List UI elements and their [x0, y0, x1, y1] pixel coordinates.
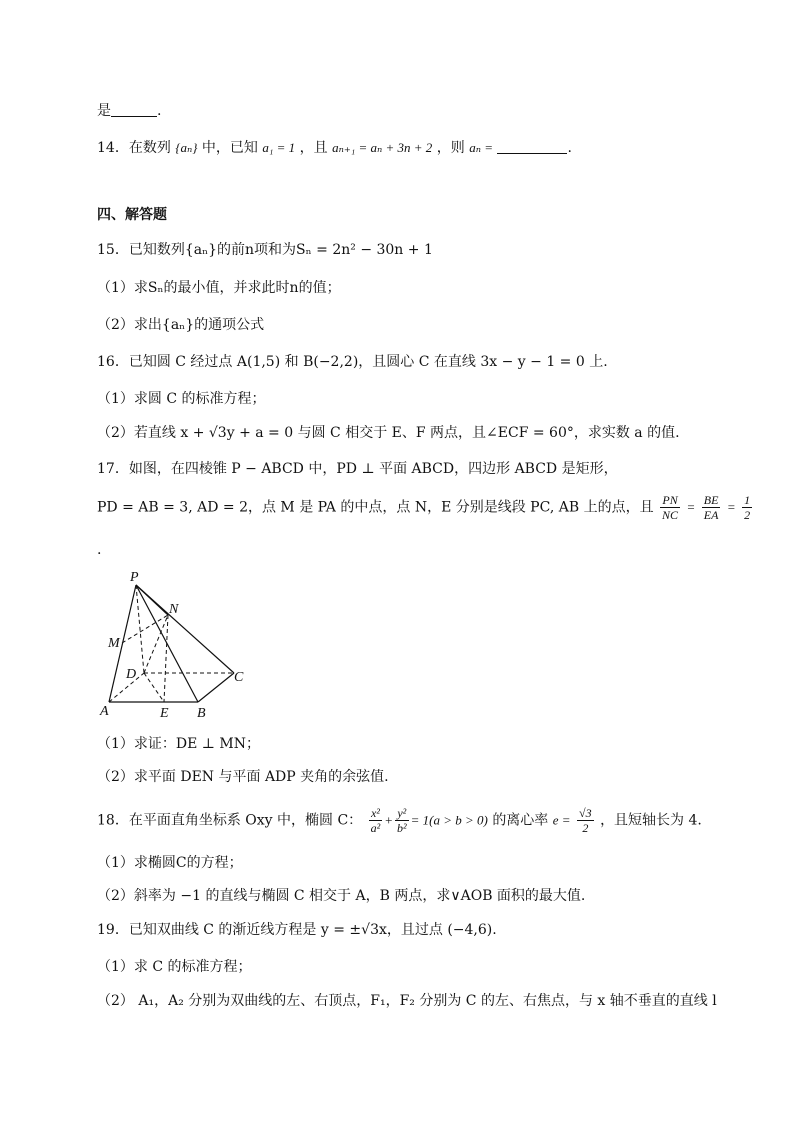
- denominator: NC: [662, 508, 679, 522]
- question-15: 15．已知数列{aₙ}的前n项和为Sₙ = 2n² − 30n + 1: [97, 242, 433, 258]
- text: 中，已知: [201, 140, 258, 156]
- question-17-conditions: [97, 493, 754, 522]
- text: 的离心率: [492, 812, 549, 829]
- eccentricity: e =: [552, 812, 571, 828]
- numerator: y²: [395, 806, 409, 821]
- label-c: C: [234, 670, 244, 685]
- label-p: P: [130, 570, 139, 585]
- question-17: 17．如图，在四棱锥 P − ABCD 中，PD ⊥ 平面 ABCD，四边形 ABCD 是矩形，: [97, 461, 618, 477]
- answer-blank[interactable]: [497, 139, 567, 154]
- numerator: 1: [744, 493, 751, 507]
- denominator: a²: [370, 821, 381, 835]
- line-top: [97, 101, 161, 121]
- question-17-part-1: （1）求证：DE ⊥ MN；: [97, 736, 261, 752]
- section-heading: 四、解答题: [97, 207, 167, 223]
- question-19-part-1: （1）求 C 的标准方程；: [97, 959, 252, 975]
- numerator: BE: [703, 493, 719, 507]
- question-17-part-2: （2）求平面 DEN 与平面 ADP 夹角的余弦值.: [97, 769, 389, 785]
- segment-ne: [164, 615, 168, 702]
- question-16: 16．已知圆 C 经过点 A(1,5) 和 B(−2,2)，且圆心 C 在直线 3x − y − 1 = 0 上.: [97, 354, 608, 370]
- math-seq: {aₙ}: [175, 140, 198, 155]
- segment-de: [144, 673, 164, 702]
- numerator: PN: [660, 493, 680, 508]
- question-19: 19．已知双曲线 C 的渐近线方程是 y = ±√3x，且过点 (−4,6).: [97, 922, 497, 938]
- label-m: M: [108, 636, 120, 651]
- math-an: aₙ =: [469, 140, 494, 155]
- fraction-x2-a2: [369, 806, 383, 835]
- ellipse-rhs: = 1(a > b > 0): [410, 812, 488, 828]
- question-16-part-2: （2）若直线 x + √3y + a = 0 与圆 C 相交于 E、F 两点，且∠ECF = 60°，求实数 a 的值.: [97, 425, 680, 441]
- question-17-period: .: [97, 542, 102, 558]
- text: .: [157, 103, 162, 119]
- question-16-part-1: （1）求圆 C 的标准方程；: [97, 391, 266, 407]
- fraction-pn-nc: [660, 493, 680, 522]
- text: ，且短轴长为 4.: [600, 812, 702, 829]
- label-e: E: [160, 706, 169, 721]
- text: ，且: [299, 140, 328, 156]
- text: .: [567, 140, 572, 156]
- question-18-part-2: （2）斜率为 −1 的直线与椭圆 C 相交于 A，B 两点，求∨AOB 面积的最大值.: [97, 888, 586, 904]
- label-n: N: [169, 602, 179, 617]
- edge-pc: [136, 585, 234, 673]
- text: 是: [97, 103, 111, 119]
- equals: =: [726, 499, 736, 515]
- label-d: D: [126, 667, 137, 682]
- label-b: B: [197, 706, 206, 721]
- math-a1: a₁ = 1: [262, 140, 296, 155]
- fraction-one-half: [742, 493, 752, 522]
- fraction-be-ea: [702, 493, 721, 522]
- label-a: A: [100, 704, 109, 719]
- denominator: b²: [397, 821, 407, 835]
- denominator: EA: [703, 508, 719, 522]
- fraction-y2-b2: [395, 806, 409, 835]
- question-14: [97, 138, 572, 158]
- math-recurrence: aₙ₊₁ = aₙ + 3n + 2: [332, 140, 433, 155]
- question-15-part-1: （1）求Sₙ的最小值，并求此时n的值；: [97, 280, 341, 296]
- text: 14．在数列: [97, 140, 171, 156]
- denominator: 2: [582, 821, 589, 835]
- text: PD = AB = 3, AD = 2，点 M 是 PA 的中点，点 N，E 分别是线段 PC, AB 上的点，且: [97, 499, 654, 516]
- text: ，则: [436, 140, 465, 156]
- fraction-sqrt3-2: [577, 806, 594, 835]
- equals: =: [686, 499, 696, 515]
- denominator: 2: [744, 508, 751, 522]
- pyramid-figure: [96, 570, 266, 725]
- edge-bc: [198, 673, 234, 702]
- plus: +: [384, 812, 394, 828]
- numerator: x²: [369, 806, 383, 821]
- question-18: [97, 806, 702, 835]
- segment-mn: [122, 615, 168, 643]
- question-15-part-2: （2）求出{aₙ}的通项公式: [97, 317, 265, 333]
- text: 18．在平面直角坐标系 Oxy 中，椭圆 C：: [97, 812, 363, 829]
- answer-blank[interactable]: [111, 102, 157, 117]
- question-19-part-2: （2） A₁，A₂ 分别为双曲线的左、右顶点，F₁，F₂ 分别为 C 的左、右焦点，与 x 轴不垂直的直线 l: [97, 993, 717, 1009]
- question-18-part-1: （1）求椭圆C的方程；: [97, 855, 243, 871]
- numerator: √3: [579, 806, 592, 820]
